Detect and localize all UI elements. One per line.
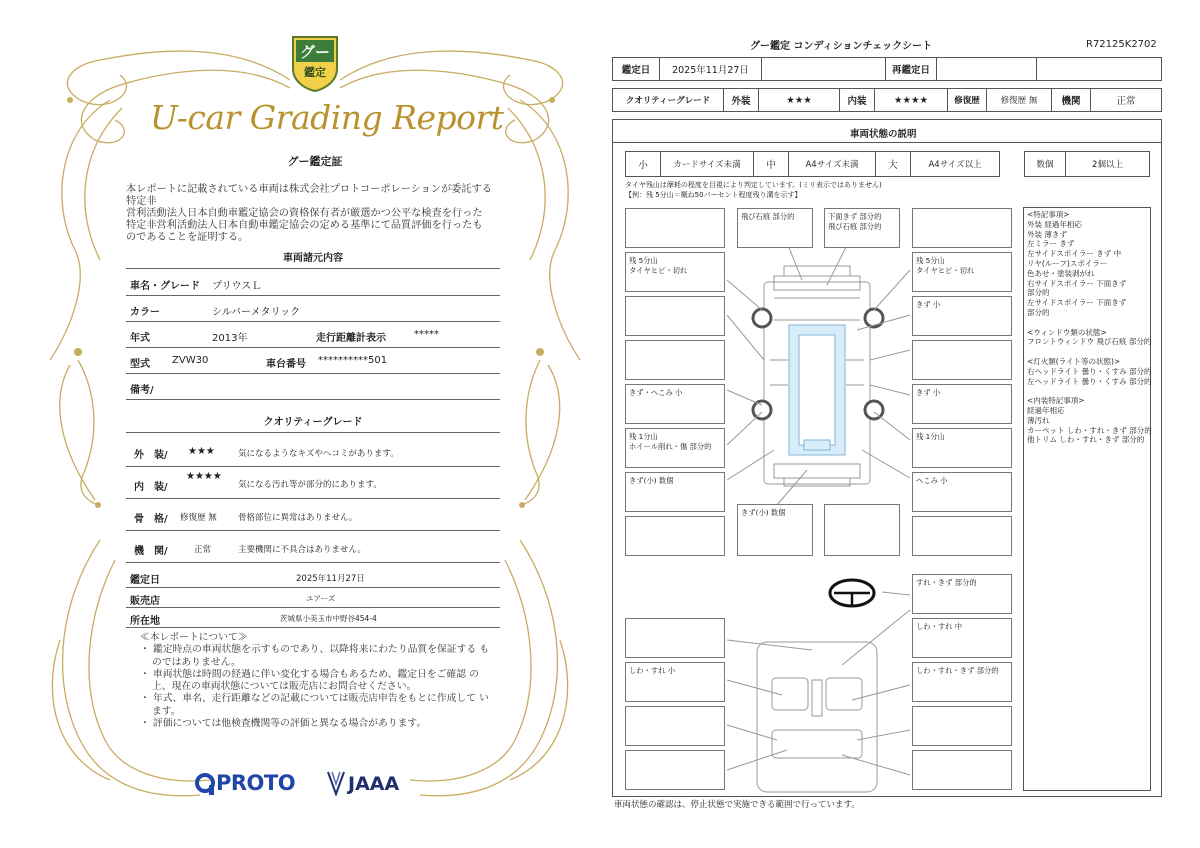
note-line: リヤ(ルーフ)スポイラー xyxy=(1027,258,1108,268)
cs-engine-value: 正常 xyxy=(1090,88,1162,112)
note-line: フロントウィンドウ 飛び石痕 部分的 xyxy=(1027,337,1152,347)
note-line: 左ミラー きず xyxy=(1027,239,1075,249)
damage-box xyxy=(912,340,1012,380)
chassis-value: **********501 xyxy=(318,355,388,366)
exterior-label: 外 装/ xyxy=(134,450,168,461)
box-line: 飛び石痕 部分的 xyxy=(828,222,882,231)
legend-count-desc: 2個以上 xyxy=(1065,151,1150,177)
damage-box-left-dent: きず・へこみ 小 xyxy=(625,384,725,424)
model-value: ZVW30 xyxy=(172,355,209,366)
tire-note-2: 【例：残 5分山＝概ね50パーセント程度残り溝を示す】 xyxy=(625,191,802,199)
damage-box-right-rear: 残 1分山 xyxy=(912,428,1012,468)
notes-heading: ≪本レポートについて≫ xyxy=(140,632,248,643)
note-line: 外装 薄きず xyxy=(1027,229,1067,239)
legend-small: 小 xyxy=(625,151,661,177)
chassis-label: 車台番号 xyxy=(266,359,306,370)
legend-small-desc: カードサイズ未満 xyxy=(660,151,754,177)
damage-box-top-mid2 xyxy=(824,208,900,248)
note-line: 左ヘッドライト 曇り・くすみ 部分的 xyxy=(1027,376,1152,386)
quality-row-exterior xyxy=(126,437,500,467)
report-notes xyxy=(140,632,494,730)
damage-box-int-right1: しわ・すれ 中 xyxy=(912,618,1012,658)
intro-line: のであることを証明する。 xyxy=(126,232,249,243)
mileage-value: ***** xyxy=(414,329,439,340)
damage-box-left-rear xyxy=(625,428,725,468)
dealer-label: 販売店 xyxy=(130,596,160,607)
address-label: 所在地 xyxy=(130,616,160,627)
appraisal-row-date xyxy=(126,567,500,588)
damage-box-right-scratch1: きず 小 xyxy=(912,296,1012,336)
note-item: ・ 年式、車名、走行距離などの記載については販売店申告をもとに作成して います。 xyxy=(140,693,489,717)
report-script-title: U-car Grading Report xyxy=(150,98,504,137)
damage-box-int-right2: しわ・すれ・きず 部分的 xyxy=(912,662,1012,702)
exterior-desc: 気になるようなキズやヘコミがあります。 xyxy=(238,449,399,459)
box-line: タイヤヒビ・切れ xyxy=(916,266,975,275)
frame-label: 骨 格/ xyxy=(134,514,168,525)
year-label: 年式 xyxy=(130,333,150,344)
damage-box-right-tire xyxy=(912,252,1012,292)
note-line: 左サイドスポイラー きず 中 xyxy=(1027,249,1122,259)
remarks-label: 備考/ xyxy=(130,385,154,396)
name-label: 車名・グレード xyxy=(130,281,200,292)
damage-box xyxy=(912,516,1012,556)
note-line: <ウィンドウ類の状態> xyxy=(1027,327,1107,337)
engine-desc: 主要機関に不具合はありません。 xyxy=(238,545,367,555)
color-label: カラー xyxy=(130,307,160,318)
cs-exterior-value: ★★★ xyxy=(758,88,840,112)
note-item: ・ 鑑定時点の車両状態を示すものであり、以降将来にわたり品質を保証する ものではありません。 xyxy=(140,644,490,668)
note-line: 右サイドスポイラー 下面きず xyxy=(1027,278,1127,288)
section-title: 車両状態の説明 xyxy=(850,129,917,140)
quality-row-interior xyxy=(126,467,500,499)
cs-interior-label: 内装 xyxy=(839,88,875,112)
damage-box-int-left: しわ・すれ 小 xyxy=(625,662,725,702)
note-spacer xyxy=(1027,318,1152,328)
damage-box-steering: すれ・きず 部分的 xyxy=(912,574,1012,614)
name-value: プリウスＬ xyxy=(212,281,262,292)
damage-box xyxy=(625,340,725,380)
intro-line: 営利活動法人日本自動車鑑定協会の資格保有者が厳選かつ公平な検査を行った xyxy=(126,208,483,219)
jaaa-logo-icon xyxy=(326,770,346,796)
appraisal-row-address xyxy=(126,608,500,628)
legend-medium: 中 xyxy=(753,151,789,177)
proto-brand-text: PROTO xyxy=(216,771,296,795)
address-value: 茨城県小美玉市中野谷454-4 xyxy=(280,614,377,623)
note-line: 外装 経過年相応 xyxy=(1027,219,1082,229)
damage-box xyxy=(912,706,1012,746)
damage-box-right-bottom: へこみ 小 xyxy=(912,472,1012,512)
proto-logo-icon xyxy=(194,772,216,796)
legend-medium-desc: A4サイズ未満 xyxy=(788,151,876,177)
special-notes xyxy=(1027,210,1152,445)
note-line: 経過年相応 xyxy=(1027,405,1065,415)
goo-appraisal-badge-icon xyxy=(287,33,343,93)
interior-desc: 気になる汚れ等が部分的にあります。 xyxy=(238,480,382,490)
engine-label: 機 関/ xyxy=(134,546,168,557)
note-item: ・ 車両状態は時間の経過に伴い変化する場合もあるため、鑑定日をご確認 の上、現在の車両状態については販売店にお問合せください。 xyxy=(140,668,479,693)
note-line: 色あせ・塗装剥がれ xyxy=(1027,268,1095,278)
damage-box-top-mid1: 飛び石痕 部分的 xyxy=(737,208,813,248)
cs-date-value: 2025年11月27日 xyxy=(659,57,762,81)
note-line: 右ヘッドライト 曇り・くすみ 部分的 xyxy=(1027,366,1152,376)
note-line: 部分的 xyxy=(1027,288,1050,298)
badge-label: グー xyxy=(299,43,331,61)
mileage-label: 走行距離計表示 xyxy=(316,333,386,344)
reappraisal-value xyxy=(936,57,1037,81)
damage-box xyxy=(625,618,725,658)
damage-box xyxy=(824,504,900,556)
damage-box-left-tire xyxy=(625,252,725,292)
certificate-intro xyxy=(126,184,498,244)
cs-exterior-label: 外装 xyxy=(723,88,759,112)
legend-count: 数個 xyxy=(1024,151,1066,177)
cs-engine-label: 機関 xyxy=(1051,88,1091,112)
note-item: ・ 評価については他検査機関等の評価と異なる場合があります。 xyxy=(140,718,427,730)
exterior-rating: ★★★ xyxy=(188,446,215,457)
badge-sub: 鑑定 xyxy=(304,66,326,79)
note-line: 他トリム しわ・すれ・きず 部分的 xyxy=(1027,435,1145,445)
cs-repair-label: 修復歴 xyxy=(947,88,987,112)
checksheet-title: グー鑑定 コンディションチェックシート xyxy=(750,41,933,52)
legend-large: 大 xyxy=(875,151,911,177)
box-line: ホイール削れ・傷 部分的 xyxy=(629,442,712,451)
note-line: <灯火類(ライト等の状態)> xyxy=(1027,356,1121,366)
note-spacer xyxy=(1027,347,1152,357)
year-value: 2013年 xyxy=(212,333,248,344)
checksheet-footer: 車両状態の確認は、停止状態で実施できる範囲で行っています。 xyxy=(614,800,860,810)
note-line: カーペット しわ・すれ・きず 部分的 xyxy=(1027,425,1152,435)
quality-row-engine xyxy=(126,531,500,563)
note-line: 薄汚れ xyxy=(1027,415,1050,425)
quality-heading: クオリティーグレード xyxy=(126,413,500,433)
quality-row-frame xyxy=(126,499,500,531)
damage-box xyxy=(625,296,725,336)
damage-box xyxy=(625,750,725,790)
damage-box xyxy=(912,208,1012,248)
certificate-heading: グー鑑定証 xyxy=(287,155,343,168)
spec-row-name xyxy=(126,270,500,296)
frame-rating: 修復歴 無 xyxy=(180,513,217,523)
checksheet-ref: R72125K2702 xyxy=(1086,39,1157,50)
cs-interior-value: ★★★★ xyxy=(874,88,948,112)
note-line: <特記事項> xyxy=(1027,210,1070,219)
spec-row-year xyxy=(126,322,500,348)
box-line: 残 5分山 xyxy=(916,256,945,265)
interior-label: 内 装/ xyxy=(134,482,168,493)
frame-desc: 骨格部位に異常はありません。 xyxy=(238,513,358,523)
spec-heading: 車両諸元内容 xyxy=(126,249,500,269)
date-value: 2025年11月27日 xyxy=(296,574,365,584)
box-line: タイヤヒビ・切れ xyxy=(629,266,688,275)
dealer-value: ユアーズ xyxy=(306,594,336,603)
damage-box-bottom-mid: きず(小) 数個 xyxy=(737,504,813,556)
spec-row-model xyxy=(126,348,500,374)
damage-box-left-bottom: きず(小) 数個 xyxy=(625,472,725,512)
checksheet-panel xyxy=(600,0,1200,848)
damage-box xyxy=(625,706,725,746)
box-line: 下面きず 部分的 xyxy=(828,212,882,221)
cs-date-label: 鑑定日 xyxy=(612,57,660,81)
interior-rating: ★★★★ xyxy=(186,471,222,482)
damage-box xyxy=(625,208,725,248)
box-line: 残 1分山 xyxy=(629,432,658,441)
note-line: <内装特記事項> xyxy=(1027,396,1085,406)
note-line: 左サイドスポイラー 下面きず xyxy=(1027,298,1127,308)
spec-row-remarks xyxy=(126,374,500,400)
damage-box xyxy=(625,516,725,556)
cs-grade-label: クオリティーグレード xyxy=(612,88,724,112)
cs-repair-value: 修復歴 無 xyxy=(986,88,1052,112)
box-line: 残 5分山 xyxy=(629,256,658,265)
note-line: 部分的 xyxy=(1027,307,1050,317)
model-label: 型式 xyxy=(130,359,150,370)
engine-rating: 正常 xyxy=(194,545,212,555)
damage-box xyxy=(912,750,1012,790)
date-label: 鑑定日 xyxy=(130,575,160,586)
spec-row-color xyxy=(126,296,500,322)
appraisal-row-dealer xyxy=(126,588,500,608)
note-spacer xyxy=(1027,386,1152,396)
legend-large-desc: A4サイズ以上 xyxy=(910,151,1000,177)
color-value: シルバーメタリック xyxy=(212,307,301,318)
steering-wheel-icon xyxy=(830,580,874,606)
intro-line: 本レポートに記載されている車両は株式会社プロトコーポレーションが委託する特定非 xyxy=(126,184,492,207)
tire-note-1: タイヤ残山は摩耗の程度を目視により判定しています。(ミリ表示ではありません) xyxy=(625,181,882,189)
jaaa-brand-text: JAAA xyxy=(348,773,400,795)
intro-line: 特定非営利活動法人日本自動車鑑定協会の定める基準にて品質評価を行ったも xyxy=(126,220,483,231)
reappraisal-label: 再鑑定日 xyxy=(885,57,937,81)
damage-box-right-scratch2: きず 小 xyxy=(912,384,1012,424)
